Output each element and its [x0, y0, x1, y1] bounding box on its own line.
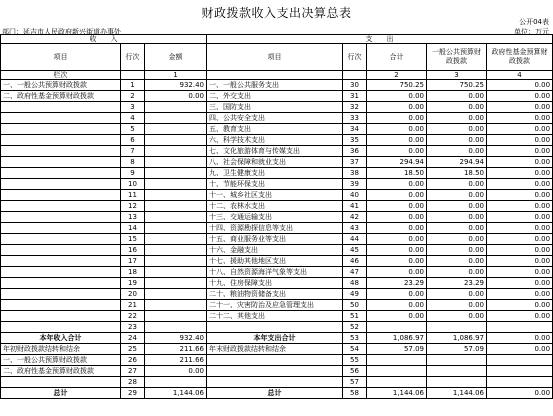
table-row: [1, 135, 553, 146]
expense-item-cell: [207, 377, 343, 388]
expense-rowno-cell: 39: [343, 179, 367, 190]
expense-govfund-cell: 0.00: [487, 102, 553, 113]
expense-total-cell: 1,144.06: [367, 388, 427, 399]
income-amount-cell: [145, 135, 207, 146]
expense-govfund-cell: 0.00: [487, 201, 553, 212]
expense-item-cell: [207, 366, 343, 377]
table-row: [1, 344, 553, 355]
income-amount-cell: [145, 311, 207, 322]
income-item-cell: 一、一般公共预算财政拨款: [1, 80, 121, 91]
expense-item-cell: 六、科学技术支出: [207, 135, 343, 146]
expense-item-cell: 二十二、其他支出: [207, 311, 343, 322]
income-item-cell: 二、政府性基金预算财政拨款: [1, 366, 121, 377]
expense-item-cell: 十四、资源勘探信息等支出: [207, 223, 343, 234]
expense-gpb-cell: 0.00: [427, 256, 487, 267]
expense-gpb-cell: [427, 377, 487, 388]
expense-gpb-cell: 750.25: [427, 80, 487, 91]
expense-rowno-cell: 30: [343, 80, 367, 91]
income-header: 收 入: [1, 35, 207, 44]
income-amount-cell: [145, 278, 207, 289]
expense-gpb-cell: 0.00: [427, 234, 487, 245]
expense-total-cell: 0.00: [367, 212, 427, 223]
expense-item-cell: 十九、住房保障支出: [207, 278, 343, 289]
col-3: 3: [427, 71, 487, 80]
expense-total-cell: 0.00: [367, 124, 427, 135]
col-4: 4: [487, 71, 553, 80]
col-1: 1: [145, 71, 207, 80]
expense-rowno-cell: 33: [343, 113, 367, 124]
table-row: [1, 333, 553, 344]
expense-header: 支 出: [207, 35, 553, 44]
income-item-cell: [1, 322, 121, 333]
income-amount-cell: [145, 102, 207, 113]
income-rowno-cell: 19: [121, 278, 145, 289]
income-item-cell: [1, 146, 121, 157]
expense-rowno-cell: 56: [343, 366, 367, 377]
expense-rowno-cell: 40: [343, 190, 367, 201]
income-rowno-cell: 24: [121, 333, 145, 344]
expense-rowno-cell: 54: [343, 344, 367, 355]
table-row: [1, 146, 553, 157]
income-amount-cell: [145, 245, 207, 256]
income-item-cell: [1, 234, 121, 245]
income-item-cell: 年初财政拨款结转和结余: [1, 344, 121, 355]
income-rowno-header: 行次: [121, 44, 145, 71]
expense-govfund-cell: 0.00: [487, 212, 553, 223]
income-rowno-cell: 21: [121, 300, 145, 311]
expense-gpb-cell: 0.00: [427, 300, 487, 311]
income-item-cell: [1, 135, 121, 146]
income-amount-cell: [145, 146, 207, 157]
income-rowno-cell: 10: [121, 179, 145, 190]
expense-item-cell: [207, 322, 343, 333]
table-row: [1, 234, 553, 245]
table-row: [1, 322, 553, 333]
income-item-cell: 总计: [1, 388, 121, 399]
expense-item-cell: 十八、自然资源海洋气象等支出: [207, 267, 343, 278]
income-item-cell: [1, 278, 121, 289]
expense-gpb-cell: 0.00: [427, 91, 487, 102]
expense-gpb-cell: 0.00: [427, 124, 487, 135]
income-amount-cell: [145, 223, 207, 234]
expense-rowno-cell: 46: [343, 256, 367, 267]
expense-total-cell: 0.00: [367, 91, 427, 102]
expense-gpb-cell: 0.00: [427, 146, 487, 157]
expense-rowno-cell: 42: [343, 212, 367, 223]
expense-rowno-header: 行次: [343, 44, 367, 71]
expense-govfund-cell: 0.00: [487, 256, 553, 267]
expense-gpb-cell: 0.00: [427, 289, 487, 300]
expense-gpb-cell: 0.00: [427, 190, 487, 201]
income-amount-cell: 0.00: [145, 91, 207, 102]
expense-rowno-cell: 58: [343, 388, 367, 399]
expense-total-cell: 0.00: [367, 245, 427, 256]
table-row: [1, 201, 553, 212]
table-row: [1, 366, 553, 377]
expense-govfund-cell: 0.00: [487, 80, 553, 91]
expense-govfund-cell: 0.00: [487, 289, 553, 300]
expense-govfund-cell: 0.00: [487, 179, 553, 190]
department-label: 部门：延吉市人民政府新兴街道办事处: [2, 28, 121, 36]
income-rowno-cell: 23: [121, 322, 145, 333]
income-rowno-cell: 14: [121, 223, 145, 234]
income-rowno-cell: 29: [121, 388, 145, 399]
expense-govfund-cell: 0.00: [487, 333, 553, 344]
table-body: [1, 80, 553, 399]
expense-govfund-cell: 0.00: [487, 278, 553, 289]
table-row: [1, 300, 553, 311]
expense-rowno-cell: 31: [343, 91, 367, 102]
income-item-cell: [1, 311, 121, 322]
expense-item-cell: 十七、援助其他地区支出: [207, 256, 343, 267]
expense-item-cell: 二十、粮油物资储备支出: [207, 289, 343, 300]
income-amount-cell: [145, 168, 207, 179]
income-rowno-cell: 27: [121, 366, 145, 377]
expense-total-cell: 294.94: [367, 157, 427, 168]
table-row: [1, 91, 553, 102]
expense-item-cell: 十六、金融支出: [207, 245, 343, 256]
expense-govfund-cell: 0.00: [487, 124, 553, 135]
table-row: [1, 190, 553, 201]
income-item-header: 项目: [1, 44, 121, 71]
expense-govfund-cell: [487, 366, 553, 377]
income-rowno-cell: 13: [121, 212, 145, 223]
expense-item-cell: 十一、城乡社区支出: [207, 190, 343, 201]
expense-rowno-cell: 48: [343, 278, 367, 289]
income-rowno-cell: 7: [121, 146, 145, 157]
income-amount-cell: 932.40: [145, 80, 207, 91]
income-item-cell: [1, 267, 121, 278]
expense-rowno-cell: 45: [343, 245, 367, 256]
income-item-cell: [1, 300, 121, 311]
expense-govfund-cell: 0.00: [487, 311, 553, 322]
table-row: [1, 388, 553, 399]
expense-govfund-cell: 0.00: [487, 388, 553, 399]
expense-total-cell: 0.00: [367, 102, 427, 113]
expense-total-cell: 18.50: [367, 168, 427, 179]
income-rowno-cell: 18: [121, 267, 145, 278]
income-amount-cell: [145, 234, 207, 245]
expense-gpb-cell: 0.00: [427, 245, 487, 256]
income-amount-cell: [145, 179, 207, 190]
expense-govfund-cell: 0.00: [487, 113, 553, 124]
table-row: [1, 113, 553, 124]
expense-rowno-cell: 41: [343, 201, 367, 212]
income-amount-cell: 211.66: [145, 344, 207, 355]
expense-total-header: 合计: [367, 44, 427, 71]
col-label: 栏次: [1, 71, 121, 80]
income-rowno-cell: 26: [121, 355, 145, 366]
expense-rowno-cell: 37: [343, 157, 367, 168]
income-item-cell: [1, 190, 121, 201]
income-amount-header: 金额: [145, 44, 207, 71]
expense-gpb-cell: 18.50: [427, 168, 487, 179]
income-item-cell: [1, 289, 121, 300]
expense-gpb-cell: 0.00: [427, 311, 487, 322]
header-row-index: [1, 71, 553, 80]
expense-total-cell: 0.00: [367, 179, 427, 190]
table-row: [1, 267, 553, 278]
expense-item-cell: 二、外交支出: [207, 91, 343, 102]
income-rowno-cell: 16: [121, 245, 145, 256]
unit-label: 单位：万元: [514, 28, 549, 36]
expense-item-cell: 八、社会保障和就业支出: [207, 157, 343, 168]
expense-total-cell: 0.00: [367, 256, 427, 267]
income-item-cell: [1, 157, 121, 168]
income-rowno-cell: 17: [121, 256, 145, 267]
expense-item-cell: 四、公共安全支出: [207, 113, 343, 124]
expense-total-cell: [367, 377, 427, 388]
expense-gpb-cell: 0.00: [427, 267, 487, 278]
expense-total-cell: [367, 355, 427, 366]
table-row: [1, 80, 553, 91]
expense-rowno-cell: 50: [343, 300, 367, 311]
table-row: [1, 168, 553, 179]
expense-item-cell: 三、国防支出: [207, 102, 343, 113]
income-item-cell: [1, 223, 121, 234]
expense-govfund-cell: 0.00: [487, 245, 553, 256]
expense-gpb-cell: [427, 355, 487, 366]
expense-gpb-cell: 294.94: [427, 157, 487, 168]
income-rowno-cell: 6: [121, 135, 145, 146]
table-row: [1, 212, 553, 223]
income-amount-cell: [145, 157, 207, 168]
expense-total-cell: 0.00: [367, 234, 427, 245]
table-row: [1, 311, 553, 322]
table-row: [1, 289, 553, 300]
expense-gpb-header: 一般公共预算财政拨款: [427, 44, 487, 71]
income-amount-cell: [145, 256, 207, 267]
expense-total-cell: 0.00: [367, 135, 427, 146]
income-amount-cell: [145, 113, 207, 124]
expense-govfund-cell: [487, 322, 553, 333]
expense-gpb-cell: [427, 366, 487, 377]
table-row: [1, 179, 553, 190]
expense-item-cell: 年末财政拨款结转和结余: [207, 344, 343, 355]
income-rowno-cell: 28: [121, 377, 145, 388]
table-row: [1, 355, 553, 366]
expense-total-cell: 0.00: [367, 289, 427, 300]
page-title: 财政拨款收入支出决算总表: [201, 6, 352, 20]
income-rowno-cell: 22: [121, 311, 145, 322]
table-row: [1, 278, 553, 289]
table-row: [1, 102, 553, 113]
expense-total-cell: 0.00: [367, 201, 427, 212]
expense-rowno-cell: 51: [343, 311, 367, 322]
expense-item-cell: 十五、商业服务业等支出: [207, 234, 343, 245]
expense-govfund-cell: 0.00: [487, 168, 553, 179]
expense-total-cell: 750.25: [367, 80, 427, 91]
expense-rowno-cell: 52: [343, 322, 367, 333]
income-amount-cell: [145, 124, 207, 135]
expense-gpb-cell: 23.29: [427, 278, 487, 289]
income-rowno-cell: 15: [121, 234, 145, 245]
expense-total-cell: 1,086.97: [367, 333, 427, 344]
expense-item-cell: 二十一、灾害防治及应急管理支出: [207, 300, 343, 311]
income-amount-cell: 211.66: [145, 355, 207, 366]
table-row: [1, 245, 553, 256]
expense-total-cell: 0.00: [367, 190, 427, 201]
income-item-cell: 本年收入合计: [1, 333, 121, 344]
expense-gpb-cell: 0.00: [427, 212, 487, 223]
expense-total-cell: 23.29: [367, 278, 427, 289]
expense-item-header: 项目: [207, 44, 343, 71]
expense-rowno-cell: 44: [343, 234, 367, 245]
expense-item-cell: 十二、农林水支出: [207, 201, 343, 212]
income-amount-cell: [145, 300, 207, 311]
expense-govfund-cell: 0.00: [487, 190, 553, 201]
income-amount-cell: [145, 289, 207, 300]
expense-govfund-cell: 0.00: [487, 234, 553, 245]
expense-total-cell: 0.00: [367, 223, 427, 234]
expense-gpb-cell: 1,144.06: [427, 388, 487, 399]
expense-item-cell: [207, 355, 343, 366]
expense-gpb-cell: 0.00: [427, 102, 487, 113]
income-item-cell: [1, 168, 121, 179]
income-amount-cell: [145, 322, 207, 333]
expense-gpb-cell: 0.00: [427, 223, 487, 234]
expense-govfund-cell: 0.00: [487, 223, 553, 234]
expense-govfund-header: 政府性基金预算财政拨款: [487, 44, 553, 71]
income-rowno-cell: 25: [121, 344, 145, 355]
income-rowno-cell: 5: [121, 124, 145, 135]
col-2: 2: [367, 71, 427, 80]
expense-item-cell: 五、教育支出: [207, 124, 343, 135]
expense-rowno-cell: 32: [343, 102, 367, 113]
expense-item-cell: 七、文化旅游体育与传媒支出: [207, 146, 343, 157]
expense-govfund-cell: 0.00: [487, 344, 553, 355]
table-row: [1, 223, 553, 234]
expense-item-cell: 本年支出合计: [207, 333, 343, 344]
expense-rowno-cell: 38: [343, 168, 367, 179]
income-rowno-cell: 3: [121, 102, 145, 113]
expense-govfund-cell: 0.00: [487, 91, 553, 102]
expense-rowno-cell: 43: [343, 223, 367, 234]
income-amount-cell: [145, 190, 207, 201]
expense-total-cell: 0.00: [367, 113, 427, 124]
expense-rowno-cell: 53: [343, 333, 367, 344]
expense-total-cell: 0.00: [367, 267, 427, 278]
expense-total-cell: 57.09: [367, 344, 427, 355]
income-item-cell: [1, 212, 121, 223]
expense-total-cell: 0.00: [367, 146, 427, 157]
header-row-columns: [1, 44, 553, 71]
expense-govfund-cell: [487, 377, 553, 388]
income-item-cell: [1, 179, 121, 190]
income-amount-cell: 932.40: [145, 333, 207, 344]
income-amount-cell: 1,144.06: [145, 388, 207, 399]
income-rowno-cell: 11: [121, 190, 145, 201]
expense-gpb-cell: 0.00: [427, 179, 487, 190]
expense-item-cell: 十、节能环保支出: [207, 179, 343, 190]
income-rowno-cell: 8: [121, 157, 145, 168]
income-item-cell: [1, 256, 121, 267]
table-row: [1, 377, 553, 388]
expense-rowno-cell: 35: [343, 135, 367, 146]
expense-rowno-cell: 34: [343, 124, 367, 135]
expense-total-cell: 0.00: [367, 300, 427, 311]
header-row-section: [1, 35, 553, 44]
expense-rowno-cell: 57: [343, 377, 367, 388]
income-item-cell: [1, 201, 121, 212]
income-rowno-cell: 4: [121, 113, 145, 124]
income-item-cell: 二、政府性基金预算财政拨款: [1, 91, 121, 102]
income-amount-cell: [145, 377, 207, 388]
table-row: [1, 157, 553, 168]
expense-govfund-cell: 0.00: [487, 135, 553, 146]
expense-gpb-cell: 0.00: [427, 201, 487, 212]
income-rowno-cell: 12: [121, 201, 145, 212]
income-item-cell: [1, 245, 121, 256]
income-item-cell: 一、一般公共预算财政拨款: [1, 355, 121, 366]
income-item-cell: [1, 124, 121, 135]
income-item-cell: [1, 377, 121, 388]
expense-total-cell: [367, 322, 427, 333]
expense-govfund-cell: 0.00: [487, 267, 553, 278]
expense-item-cell: 十三、交通运输支出: [207, 212, 343, 223]
expense-rowno-cell: 47: [343, 267, 367, 278]
expense-item-cell: 九、卫生健康支出: [207, 168, 343, 179]
expense-total-cell: [367, 366, 427, 377]
expense-total-cell: 0.00: [367, 311, 427, 322]
expense-govfund-cell: 0.00: [487, 300, 553, 311]
form-code: 公开04表: [519, 18, 549, 26]
budget-table: [0, 34, 553, 399]
expense-govfund-cell: [487, 355, 553, 366]
income-item-cell: [1, 113, 121, 124]
income-amount-cell: [145, 201, 207, 212]
expense-rowno-cell: 36: [343, 146, 367, 157]
income-rowno-cell: 9: [121, 168, 145, 179]
income-amount-cell: [145, 267, 207, 278]
expense-gpb-cell: 0.00: [427, 113, 487, 124]
expense-govfund-cell: 0.00: [487, 157, 553, 168]
income-item-cell: [1, 102, 121, 113]
income-rowno-cell: 1: [121, 80, 145, 91]
expense-gpb-cell: 57.09: [427, 344, 487, 355]
expense-gpb-cell: 1,086.97: [427, 333, 487, 344]
expense-govfund-cell: 0.00: [487, 146, 553, 157]
income-rowno-cell: 20: [121, 289, 145, 300]
expense-rowno-cell: 55: [343, 355, 367, 366]
expense-rowno-cell: 49: [343, 289, 367, 300]
expense-item-cell: 一、一般公共服务支出: [207, 80, 343, 91]
expense-item-cell: 总计: [207, 388, 343, 399]
table-row: [1, 256, 553, 267]
expense-gpb-cell: 0.00: [427, 135, 487, 146]
income-amount-cell: 0.00: [145, 366, 207, 377]
expense-gpb-cell: [427, 322, 487, 333]
income-amount-cell: [145, 212, 207, 223]
table-row: [1, 124, 553, 135]
income-rowno-cell: 2: [121, 91, 145, 102]
